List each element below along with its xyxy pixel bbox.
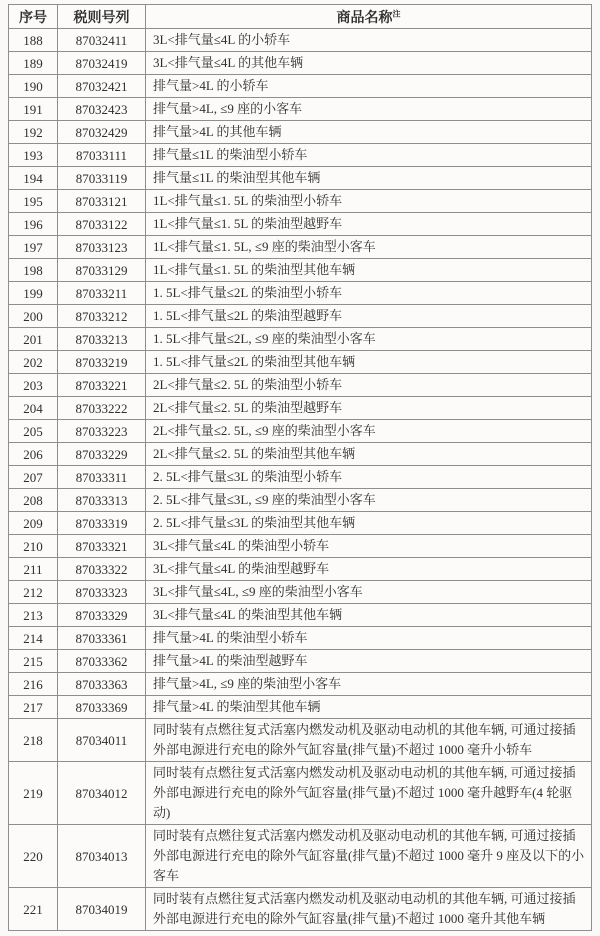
product-name-cell: 2L<排气量≤2. 5L, ≤9 座的柴油型小客车: [146, 420, 592, 443]
serial-number-cell: 207: [9, 466, 58, 489]
product-name-cell: 排气量>4L 的柴油型其他车辆: [146, 696, 592, 719]
table-body: [9, 29, 592, 931]
product-name-cell: 同时装有点燃往复式活塞内燃发动机及驱动电动机的其他车辆, 可通过接插外部电源进行充电的除外气缸容量(排气量)不超过 1000 毫升其他车辆: [146, 888, 592, 931]
product-name-cell: 3L<排气量≤4L 的小轿车: [146, 29, 592, 52]
table-row: [9, 213, 592, 236]
serial-number-cell: 204: [9, 397, 58, 420]
tariff-code-cell: 87033122: [58, 213, 146, 236]
table-row: [9, 489, 592, 512]
table-row: [9, 719, 592, 762]
tariff-code-cell: 87033363: [58, 673, 146, 696]
table-row: [9, 443, 592, 466]
serial-number-cell: 190: [9, 75, 58, 98]
tariff-code-cell: 87033129: [58, 259, 146, 282]
serial-number-cell: 203: [9, 374, 58, 397]
tariff-code-cell: 87033329: [58, 604, 146, 627]
serial-number-cell: 213: [9, 604, 58, 627]
serial-number-cell: 200: [9, 305, 58, 328]
product-name-cell: 2L<排气量≤2. 5L 的柴油型其他车辆: [146, 443, 592, 466]
table-row: [9, 420, 592, 443]
serial-number-cell: 217: [9, 696, 58, 719]
product-name-cell: 1L<排气量≤1. 5L 的柴油型越野车: [146, 213, 592, 236]
product-name-cell: 2. 5L<排气量≤3L 的柴油型小轿车: [146, 466, 592, 489]
product-name-cell: 1. 5L<排气量≤2L 的柴油型其他车辆: [146, 351, 592, 374]
product-name-cell: 1. 5L<排气量≤2L 的柴油型越野车: [146, 305, 592, 328]
table-row: [9, 825, 592, 888]
tariff-code-cell: 87033219: [58, 351, 146, 374]
tariff-code-cell: 87034019: [58, 888, 146, 931]
serial-number-cell: 211: [9, 558, 58, 581]
serial-number-cell: 214: [9, 627, 58, 650]
serial-number-cell: 193: [9, 144, 58, 167]
table-row: [9, 673, 592, 696]
header-product-name: [146, 5, 592, 29]
product-name-cell: 2L<排气量≤2. 5L 的柴油型越野车: [146, 397, 592, 420]
product-name-cell: 1L<排气量≤1. 5L 的柴油型其他车辆: [146, 259, 592, 282]
tariff-code-cell: 87033121: [58, 190, 146, 213]
product-name-cell: 3L<排气量≤4L 的其他车辆: [146, 52, 592, 75]
serial-number-cell: 188: [9, 29, 58, 52]
tariff-code-cell: 87033321: [58, 535, 146, 558]
product-name-cell: 排气量>4L, ≤9 座的小客车: [146, 98, 592, 121]
header-product-name-text: 商品名称: [336, 10, 393, 26]
tariff-code-cell: 87033119: [58, 167, 146, 190]
product-name-cell: 2. 5L<排气量≤3L, ≤9 座的柴油型小客车: [146, 489, 592, 512]
product-name-cell: 1L<排气量≤1. 5L, ≤9 座的柴油型小客车: [146, 236, 592, 259]
tariff-code-cell: 87033213: [58, 328, 146, 351]
tariff-code-cell: 87034013: [58, 825, 146, 888]
tariff-code-cell: 87033223: [58, 420, 146, 443]
serial-number-cell: 215: [9, 650, 58, 673]
product-name-cell: 排气量>4L, ≤9 座的柴油型小客车: [146, 673, 592, 696]
table-row: [9, 650, 592, 673]
tariff-code-cell: 87034011: [58, 719, 146, 762]
product-name-cell: 3L<排气量≤4L 的柴油型越野车: [146, 558, 592, 581]
tariff-code-cell: 87034012: [58, 762, 146, 825]
tariff-code-cell: 87033211: [58, 282, 146, 305]
table-row: [9, 581, 592, 604]
table-row: [9, 29, 592, 52]
table-row: [9, 167, 592, 190]
serial-number-cell: 192: [9, 121, 58, 144]
header-row: [9, 5, 592, 29]
tariff-code-cell: 87032419: [58, 52, 146, 75]
product-name-cell: 排气量>4L 的其他车辆: [146, 121, 592, 144]
product-name-cell: 同时装有点燃往复式活塞内燃发动机及驱动电动机的其他车辆, 可通过接插外部电源进行充电的除外气缸容量(排气量)不超过 1000 毫升小轿车: [146, 719, 592, 762]
header-tariff-code: 税则号列: [58, 5, 146, 29]
table-row: [9, 98, 592, 121]
table-row: [9, 236, 592, 259]
tariff-code-cell: 87033323: [58, 581, 146, 604]
product-name-cell: 排气量>4L 的柴油型越野车: [146, 650, 592, 673]
tariff-code-cell: 87032411: [58, 29, 146, 52]
tariff-code-cell: 87032421: [58, 75, 146, 98]
serial-number-cell: 219: [9, 762, 58, 825]
product-name-cell: 同时装有点燃往复式活塞内燃发动机及驱动电动机的其他车辆, 可通过接插外部电源进行充电的除外气缸容量(排气量)不超过 1000 毫升越野车(4 轮驱动): [146, 762, 592, 825]
tariff-code-cell: 87033229: [58, 443, 146, 466]
table-row: [9, 604, 592, 627]
header-note-superscript: 注: [392, 8, 401, 18]
tariff-code-cell: 87032429: [58, 121, 146, 144]
serial-number-cell: 205: [9, 420, 58, 443]
tariff-table: [8, 4, 592, 931]
serial-number-cell: 201: [9, 328, 58, 351]
product-name-cell: 1. 5L<排气量≤2L 的柴油型小轿车: [146, 282, 592, 305]
table-row: [9, 75, 592, 98]
product-name-cell: 1. 5L<排气量≤2L, ≤9 座的柴油型小客车: [146, 328, 592, 351]
serial-number-cell: 208: [9, 489, 58, 512]
tariff-code-cell: 87033311: [58, 466, 146, 489]
serial-number-cell: 221: [9, 888, 58, 931]
table-row: [9, 512, 592, 535]
tariff-code-cell: 87033221: [58, 374, 146, 397]
serial-number-cell: 216: [9, 673, 58, 696]
table-row: [9, 121, 592, 144]
table-row: [9, 52, 592, 75]
table-row: [9, 535, 592, 558]
table-row: [9, 397, 592, 420]
table-row: [9, 282, 592, 305]
table-row: [9, 762, 592, 825]
table-row: [9, 374, 592, 397]
tariff-code-cell: 87033369: [58, 696, 146, 719]
table-row: [9, 144, 592, 167]
table-row: [9, 466, 592, 489]
product-name-cell: 3L<排气量≤4L, ≤9 座的柴油型小客车: [146, 581, 592, 604]
product-name-cell: 排气量>4L 的柴油型小轿车: [146, 627, 592, 650]
product-name-cell: 排气量≤1L 的柴油型其他车辆: [146, 167, 592, 190]
table-row: [9, 351, 592, 374]
serial-number-cell: 194: [9, 167, 58, 190]
table-row: [9, 696, 592, 719]
serial-number-cell: 191: [9, 98, 58, 121]
tariff-code-cell: 87033361: [58, 627, 146, 650]
product-name-cell: 1L<排气量≤1. 5L 的柴油型小轿车: [146, 190, 592, 213]
serial-number-cell: 196: [9, 213, 58, 236]
tariff-code-cell: 87033319: [58, 512, 146, 535]
product-name-cell: 排气量>4L 的小轿车: [146, 75, 592, 98]
serial-number-cell: 220: [9, 825, 58, 888]
serial-number-cell: 209: [9, 512, 58, 535]
tariff-code-cell: 87033111: [58, 144, 146, 167]
table-row: [9, 305, 592, 328]
tariff-code-cell: 87032423: [58, 98, 146, 121]
table-row: [9, 190, 592, 213]
table-row: [9, 888, 592, 931]
tariff-code-cell: 87033212: [58, 305, 146, 328]
serial-number-cell: 218: [9, 719, 58, 762]
table-row: [9, 627, 592, 650]
tariff-code-cell: 87033222: [58, 397, 146, 420]
serial-number-cell: 210: [9, 535, 58, 558]
serial-number-cell: 198: [9, 259, 58, 282]
product-name-cell: 排气量≤1L 的柴油型小轿车: [146, 144, 592, 167]
product-name-cell: 3L<排气量≤4L 的柴油型小轿车: [146, 535, 592, 558]
table-row: [9, 328, 592, 351]
serial-number-cell: 189: [9, 52, 58, 75]
product-name-cell: 3L<排气量≤4L 的柴油型其他车辆: [146, 604, 592, 627]
table-row: [9, 558, 592, 581]
product-name-cell: 2L<排气量≤2. 5L 的柴油型小轿车: [146, 374, 592, 397]
serial-number-cell: 206: [9, 443, 58, 466]
serial-number-cell: 197: [9, 236, 58, 259]
tariff-code-cell: 87033313: [58, 489, 146, 512]
serial-number-cell: 199: [9, 282, 58, 305]
tariff-code-cell: 87033322: [58, 558, 146, 581]
serial-number-cell: 195: [9, 190, 58, 213]
table-row: [9, 259, 592, 282]
header-serial-number: 序号: [9, 5, 58, 29]
serial-number-cell: 202: [9, 351, 58, 374]
product-name-cell: 2. 5L<排气量≤3L 的柴油型其他车辆: [146, 512, 592, 535]
product-name-cell: 同时装有点燃往复式活塞内燃发动机及驱动电动机的其他车辆, 可通过接插外部电源进行充电的除外气缸容量(排气量)不超过 1000 毫升 9 座及以下的小客车: [146, 825, 592, 888]
tariff-code-cell: 87033123: [58, 236, 146, 259]
tariff-code-cell: 87033362: [58, 650, 146, 673]
serial-number-cell: 212: [9, 581, 58, 604]
